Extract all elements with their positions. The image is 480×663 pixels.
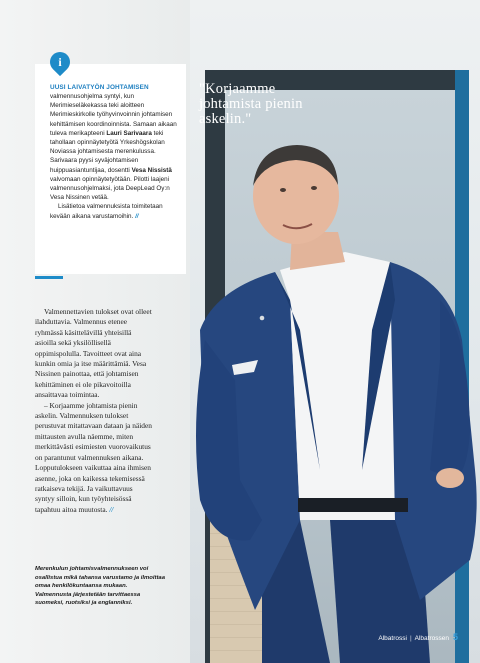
info-more-text: Lisätietoa valmennuksista toimitetaan kevään aikana varustamoihin. (50, 203, 163, 220)
page-footer (378, 632, 458, 642)
paragraph-2 (35, 401, 153, 515)
info-box-more (50, 202, 178, 220)
info-box-body (50, 92, 178, 202)
publication-name-sv: Albatrossen (414, 635, 449, 642)
pull-quote: "Korjaamme johtamista pienin askelin." (199, 81, 303, 127)
article-body (35, 307, 153, 515)
info-box-heading: UUSI LAIVATYÖN JOHTAMISEN (50, 84, 149, 91)
footer-separator: | (409, 635, 412, 642)
publication-name-fi: Albatrossi (378, 635, 407, 642)
info-name-1: Lauri Sarivaara (106, 129, 152, 137)
info-text-1: valmennusohjelma syntyi, kun Merimieseläkekassa teki aloitteen Merimieskirkolle työhyvinvoinnin johtamisen kehittämisen koordinoinnista. Samaan aikaan tuleva merikapteeni (50, 93, 177, 137)
paragraph-2-text: – Korjaamme johtamista pienin askelin. Valmennuksen tulokset perustuvat mitattavaan dataan ja näiden mittausten avulla näemme, miten merkittävästi esimiesten vuorovaikutus on parantunut valmennuksen aikana. Lopputulokseen vaikuttaa aina ihmisen asenne, joka on kaikessa tekemisessä ratkaiseva tekijä. Ja vaikuttavuus syntyy silloin, kun työyhteisössä tapahtuu aitoa muutosta. (35, 400, 152, 514)
end-mark-icon: // (109, 504, 114, 514)
accent-rule (35, 276, 63, 279)
end-mark-icon: // (135, 212, 139, 220)
page-number: 5 (452, 632, 458, 642)
paragraph-1: Valmennettavien tulokset ovat olleet ilahduttavia. Valmennus etenee ryhmässä käsittelävillä yhteisillä asioilla sekä yksilöllisellä oppimispolulla. Tavoitteet ovat aina kunkin omia ja itse määrittämiä. Vesa Nissinen painottaa, että johtamisen kehittäminen ei ole pikavoitoilla ansaittavaa toimintaa. (35, 307, 152, 400)
info-name-2: Vesa Nissistä (131, 166, 172, 174)
photo-caption: Merenkulun johtamisvalmennukseen voi osallistua mikä tahansa varustamo ja ilmoittaa omaa henkilökuntaansa mukaan. Valmennusta järjestetään tarvittaessa suomeksi, ruotsiksi ja englanniksi. (35, 566, 165, 606)
info-text-3: valvomaan opinnäytetyötään. Pilotti laajeni valmennusohjelmaksi, jota DeepLead Oy:n Vesa Nissinen vetää. (50, 175, 170, 202)
info-icon-letter: i (58, 55, 62, 69)
info-box (35, 64, 186, 274)
info-text-2: teki tahollaan opinnäytetyötä Yrkeshögskolan Noviassa johtamisesta merenkulussa. Sarivaara pyysi syväjohtamisen huippuasiantuntijaa, dosentti (50, 129, 165, 174)
info-icon (46, 48, 74, 76)
